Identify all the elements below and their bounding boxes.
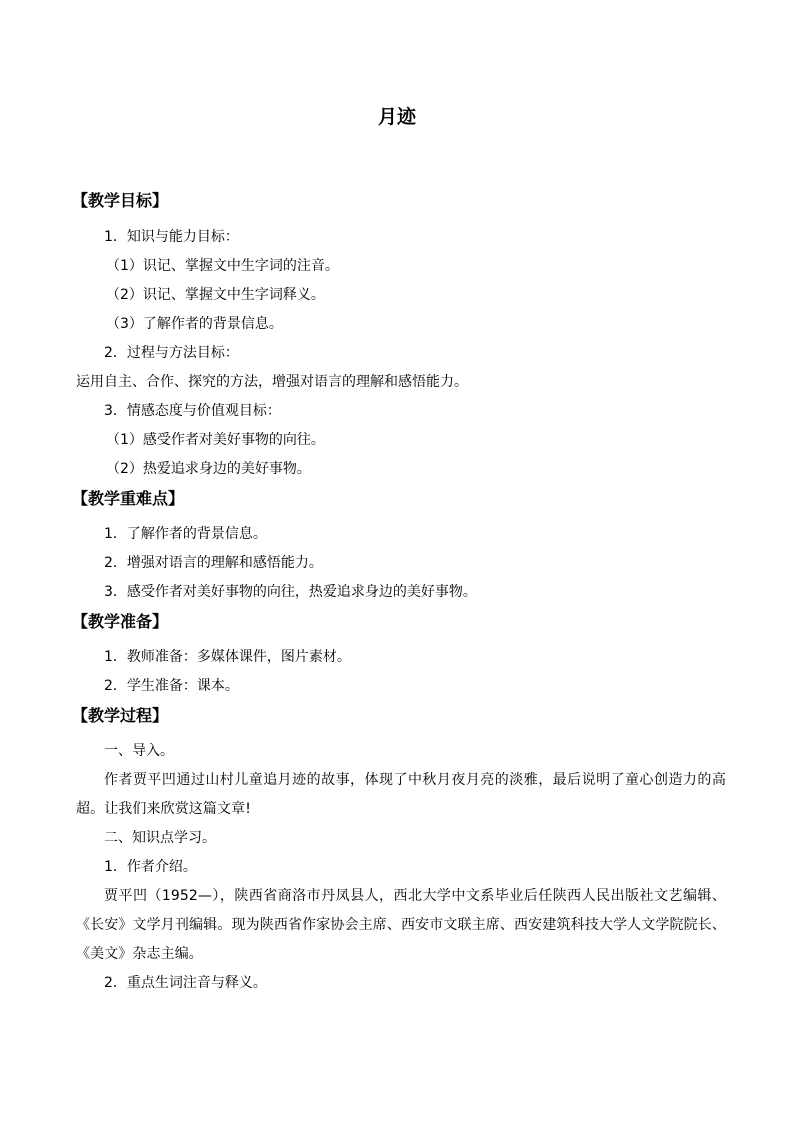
section-heading-key-points: 【教学重难点】 (72, 489, 185, 508)
list-item: 3．情感态度与价值观目标： (104, 403, 281, 419)
page-title: 月迹 (377, 106, 416, 128)
section-heading-preparation: 【教学准备】 (72, 612, 169, 631)
list-item: 1．教师准备：多媒体课件，图片素材。 (104, 649, 351, 665)
paragraph: 作者贾平凹通过山村儿童追月迹的故事，体现了中秋月夜月亮的淡雅，最后说明了童心创造力的高超。让我们来欣赏这篇文章! (76, 772, 726, 817)
list-item: （1）感受作者对美好事物的向往。 (106, 432, 325, 448)
list-item: 3．感受作者对美好事物的向往，热爱追求身边的美好事物。 (104, 584, 477, 600)
list-item: 2．增强对语言的理解和感悟能力。 (104, 555, 323, 571)
list-item: 2．重点生词注音与释义。 (104, 975, 267, 991)
list-item: （2）识记、掌握文中生字词释义。 (106, 287, 325, 303)
list-item: （1）识记、掌握文中生字词的注音。 (106, 258, 339, 274)
list-item: （2）热爱追求身边的美好事物。 (106, 461, 311, 477)
list-item: 2．学生准备：课本。 (104, 678, 239, 694)
list-item: 2．过程与方法目标： (104, 345, 239, 361)
document-body (72, 186, 726, 998)
list-item: 运用自主、合作、探究的方法，增强对语言的理解和感悟能力。 (76, 374, 468, 390)
list-item: 一、导入。 (104, 743, 174, 759)
list-item: 1．作者介绍。 (104, 859, 197, 875)
section-heading-process: 【教学过程】 (72, 706, 169, 725)
list-item: （3）了解作者的背景信息。 (106, 316, 283, 332)
section-heading-objectives: 【教学目标】 (72, 191, 169, 210)
list-item: 1．知识与能力目标： (104, 229, 239, 245)
list-item: 1．了解作者的背景信息。 (104, 526, 267, 542)
paragraph: 贾平凹（1952—），陕西省商洛市丹凤县人，西北大学中文系毕业后任陕西人民出版社文艺编辑、《长安》文学月刊编辑。现为陕西省作家协会主席、西安市文联主席、西安建筑科技大学人文学院院长、《美文》杂志主编。 (76, 888, 726, 962)
list-item: 二、知识点学习。 (104, 830, 216, 846)
